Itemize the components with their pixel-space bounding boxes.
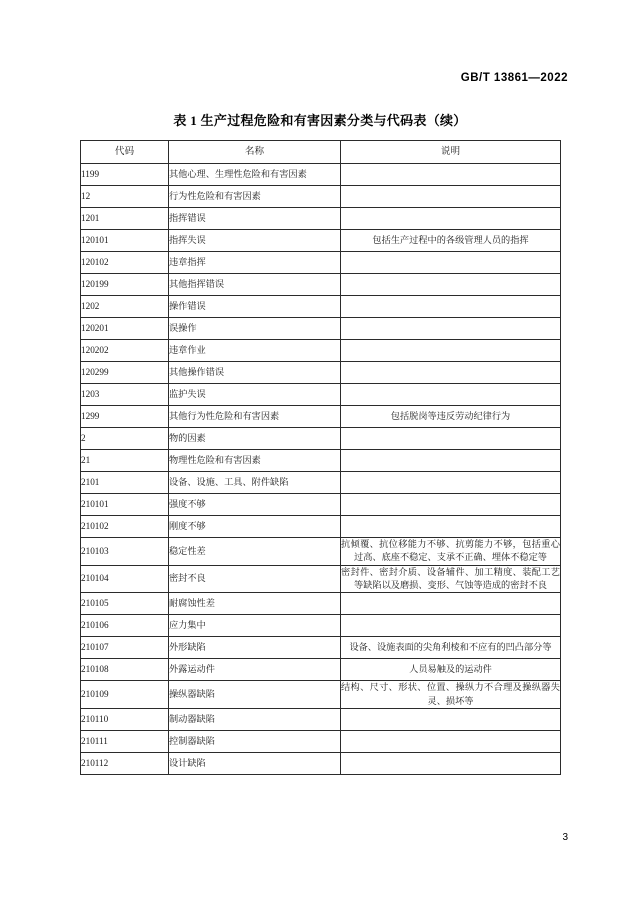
cell-name: 稳定性差 [169, 538, 341, 566]
cell-name: 物的因素 [169, 428, 341, 450]
cell-code: 2101 [81, 472, 169, 494]
table-row [81, 186, 561, 208]
table-row [81, 538, 561, 566]
cell-code: 12 [81, 186, 169, 208]
cell-name: 设备、设施、工具、附件缺陷 [169, 472, 341, 494]
table-row [81, 296, 561, 318]
cell-description [341, 428, 561, 450]
cell-code: 210109 [81, 681, 169, 709]
cell-code: 1202 [81, 296, 169, 318]
cell-description [341, 384, 561, 406]
cell-name: 行为性危险和有害因素 [169, 186, 341, 208]
cell-code: 210107 [81, 637, 169, 659]
cell-code: 210101 [81, 494, 169, 516]
standard-number-header: GB/T 13861—2022 [460, 72, 568, 84]
cell-code: 120101 [81, 230, 169, 252]
cell-description [341, 593, 561, 615]
table-row [81, 593, 561, 615]
cell-description [341, 450, 561, 472]
cell-code: 210106 [81, 615, 169, 637]
cell-name: 违章作业 [169, 340, 341, 362]
cell-code: 210111 [81, 731, 169, 753]
cell-code: 120299 [81, 362, 169, 384]
cell-name: 指挥失误 [169, 230, 341, 252]
table-row [81, 709, 561, 731]
page-number: 3 [562, 832, 568, 843]
cell-code: 21 [81, 450, 169, 472]
cell-name: 监护失误 [169, 384, 341, 406]
cell-name: 制动器缺陷 [169, 709, 341, 731]
table-body [81, 164, 561, 775]
cell-name: 其他指挥错误 [169, 274, 341, 296]
cell-name: 其他操作错误 [169, 362, 341, 384]
table-row [81, 362, 561, 384]
cell-name: 应力集中 [169, 615, 341, 637]
cell-code: 120199 [81, 274, 169, 296]
column-header-code: 代码 [81, 141, 169, 164]
table-row [81, 450, 561, 472]
cell-code: 210102 [81, 516, 169, 538]
cell-code: 210104 [81, 565, 169, 593]
cell-name: 操纵器缺陷 [169, 681, 341, 709]
table-row [81, 753, 561, 775]
column-header-desc: 说明 [341, 141, 561, 164]
cell-description [341, 516, 561, 538]
cell-name: 设计缺陷 [169, 753, 341, 775]
table-row [81, 659, 561, 681]
table-row [81, 472, 561, 494]
cell-description: 密封件、密封介质、设备辅件、加工精度、装配工艺等缺陷以及磨损、变形、气蚀等造成的密封不良 [341, 565, 561, 593]
cell-name: 其他行为性危险和有害因素 [169, 406, 341, 428]
table-header-row [81, 141, 561, 164]
cell-description [341, 252, 561, 274]
table-row [81, 208, 561, 230]
table-caption: 表 1 生产过程危险和有害因素分类与代码表（续） [173, 113, 467, 128]
cell-name: 违章指挥 [169, 252, 341, 274]
table-row [81, 731, 561, 753]
cell-code: 120202 [81, 340, 169, 362]
cell-description [341, 208, 561, 230]
table-row [81, 274, 561, 296]
table-row [81, 637, 561, 659]
hazard-classification-table [80, 140, 561, 775]
cell-description [341, 164, 561, 186]
cell-name: 其他心理、生理性危险和有害因素 [169, 164, 341, 186]
table-row [81, 681, 561, 709]
cell-description [341, 274, 561, 296]
cell-code: 2 [81, 428, 169, 450]
table-row [81, 318, 561, 340]
cell-description: 结构、尺寸、形状、位置、操纵力不合理及操纵器失灵、损坏等 [341, 681, 561, 709]
cell-description [341, 186, 561, 208]
cell-description [341, 615, 561, 637]
cell-code: 1199 [81, 164, 169, 186]
cell-description [341, 731, 561, 753]
table-row [81, 494, 561, 516]
cell-name: 刚度不够 [169, 516, 341, 538]
cell-code: 1203 [81, 384, 169, 406]
column-header-name: 名称 [169, 141, 341, 164]
table-row [81, 384, 561, 406]
table-row [81, 516, 561, 538]
cell-description [341, 340, 561, 362]
cell-code: 1201 [81, 208, 169, 230]
cell-name: 外形缺陷 [169, 637, 341, 659]
table-row [81, 252, 561, 274]
cell-name: 密封不良 [169, 565, 341, 593]
cell-description: 包括脱岗等违反劳动纪律行为 [341, 406, 561, 428]
cell-name: 外露运动件 [169, 659, 341, 681]
cell-description: 人员易触及的运动件 [341, 659, 561, 681]
cell-name: 耐腐蚀性差 [169, 593, 341, 615]
cell-name: 指挥错误 [169, 208, 341, 230]
cell-code: 210112 [81, 753, 169, 775]
table-row [81, 340, 561, 362]
table-row [81, 565, 561, 593]
cell-description [341, 362, 561, 384]
cell-name: 强度不够 [169, 494, 341, 516]
cell-name: 控制器缺陷 [169, 731, 341, 753]
cell-description [341, 318, 561, 340]
cell-code: 210103 [81, 538, 169, 566]
cell-code: 210108 [81, 659, 169, 681]
cell-description: 设备、设施表面的尖角利棱和不应有的凹凸部分等 [341, 637, 561, 659]
table-row [81, 164, 561, 186]
cell-description [341, 494, 561, 516]
cell-description [341, 753, 561, 775]
cell-description [341, 472, 561, 494]
cell-name: 操作错误 [169, 296, 341, 318]
cell-description: 包括生产过程中的各级管理人员的指挥 [341, 230, 561, 252]
table-row [81, 230, 561, 252]
cell-name: 物理性危险和有害因素 [169, 450, 341, 472]
cell-code: 210110 [81, 709, 169, 731]
cell-code: 210105 [81, 593, 169, 615]
table-row [81, 428, 561, 450]
cell-description [341, 296, 561, 318]
cell-code: 1299 [81, 406, 169, 428]
cell-name: 误操作 [169, 318, 341, 340]
cell-code: 120102 [81, 252, 169, 274]
table-row [81, 615, 561, 637]
table-row [81, 406, 561, 428]
cell-description: 抗倾覆、抗位移能力不够、抗剪能力不够，包括重心过高、底座不稳定、支承不正确、埋体不稳定等 [341, 538, 561, 566]
cell-code: 120201 [81, 318, 169, 340]
cell-description [341, 709, 561, 731]
